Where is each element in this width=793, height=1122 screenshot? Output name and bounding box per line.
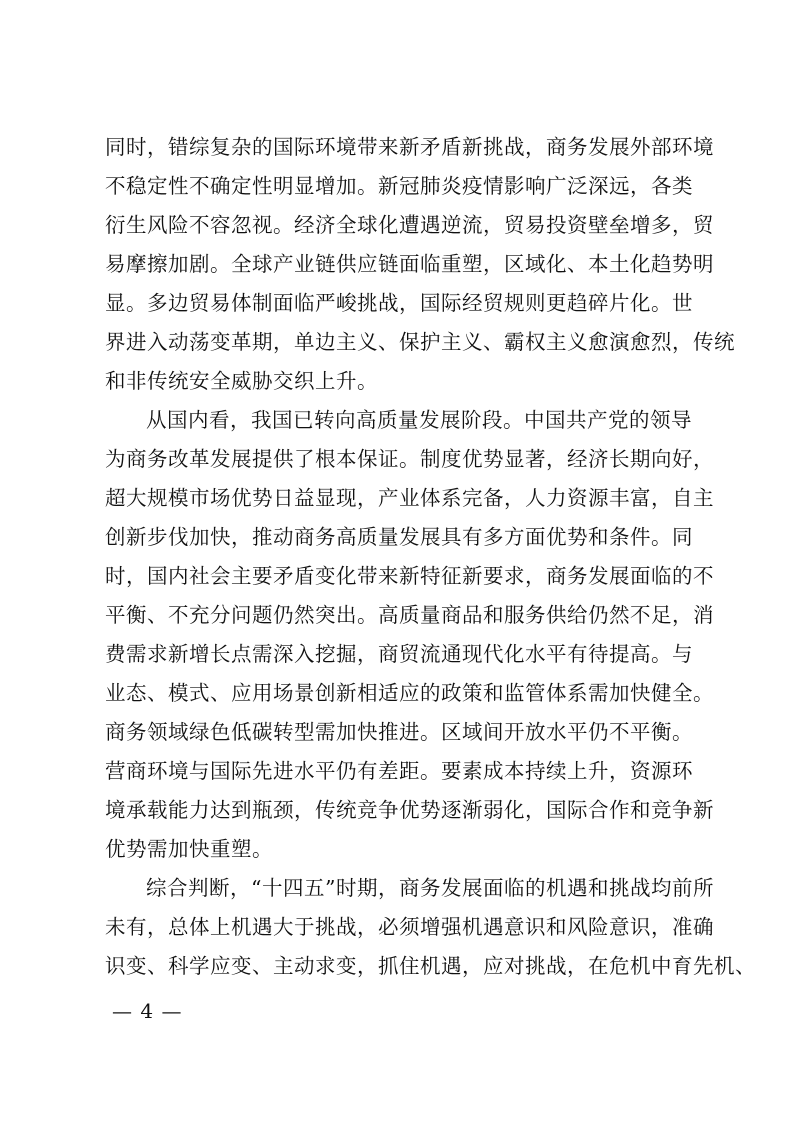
text-line: 优势需加快重塑。	[105, 837, 273, 861]
text-line: 营商环境与国际先进水平仍有差距。要素成本持续上升，资源环	[105, 759, 693, 783]
text-line: 综合判断，“十四五”时期，商务发展面临的机遇和挑战均前所	[146, 876, 714, 900]
text-line: 显。多边贸易体制面临严峻挑战，国际经贸规则更趋碎片化。世	[105, 291, 693, 315]
text-line: 业态、模式、应用场景创新相适应的政策和监管体系需加快健全。	[105, 681, 714, 705]
text-line: 为商务改革发展提供了根本保证。制度优势显著，经济长期向好，	[105, 447, 714, 471]
text-line: 未有，总体上机遇大于挑战，必须增强机遇意识和风险意识，准确	[105, 915, 714, 939]
text-line: 易摩擦加剧。全球产业链供应链面临重塑，区域化、本土化趋势明	[105, 252, 714, 276]
body-text	[105, 128, 756, 986]
text-line: 从国内看，我国已转向高质量发展阶段。中国共产党的领导	[146, 408, 692, 432]
text-line: 超大规模市场优势日益显现，产业体系完备，人力资源丰富，自主	[105, 486, 714, 510]
text-line: 商务领域绿色低碳转型需加快推进。区域间开放水平仍不平衡。	[105, 720, 693, 744]
paragraph-3	[105, 869, 756, 986]
text-line: 和非传统安全威胁交织上升。	[105, 369, 378, 393]
text-line: 界进入动荡变革期，单边主义、保护主义、霸权主义愈演愈烈，传统	[105, 330, 735, 354]
text-line: 同时，错综复杂的国际环境带来新矛盾新挑战，商务发展外部环境	[105, 135, 714, 159]
text-line: 境承载能力达到瓶颈，传统竞争优势逐渐弱化，国际合作和竞争新	[105, 798, 714, 822]
text-line: 创新步伐加快，推动商务高质量发展具有多方面优势和条件。同	[105, 525, 693, 549]
text-line: 衍生风险不容忽视。经济全球化遭遇逆流，贸易投资壁垒增多，贸	[105, 213, 714, 237]
text-line: 时，国内社会主要矛盾变化带来新特征新要求，商务发展面临的不	[105, 564, 714, 588]
text-line: 平衡、不充分问题仍然突出。高质量商品和服务供给仍然不足，消	[105, 603, 714, 627]
paragraph-2	[105, 401, 714, 869]
paragraph-1	[105, 128, 735, 401]
text-line: 不稳定性不确定性明显增加。新冠肺炎疫情影响广泛深远，各类	[105, 174, 693, 198]
text-line: 费需求新增长点需深入挖掘，商贸流通现代化水平有待提高。与	[105, 642, 693, 666]
text-line: 识变、科学应变、主动求变，抓住机遇，应对挑战，在危机中育先机、	[105, 954, 756, 978]
page-number: — 4 —	[112, 999, 183, 1023]
